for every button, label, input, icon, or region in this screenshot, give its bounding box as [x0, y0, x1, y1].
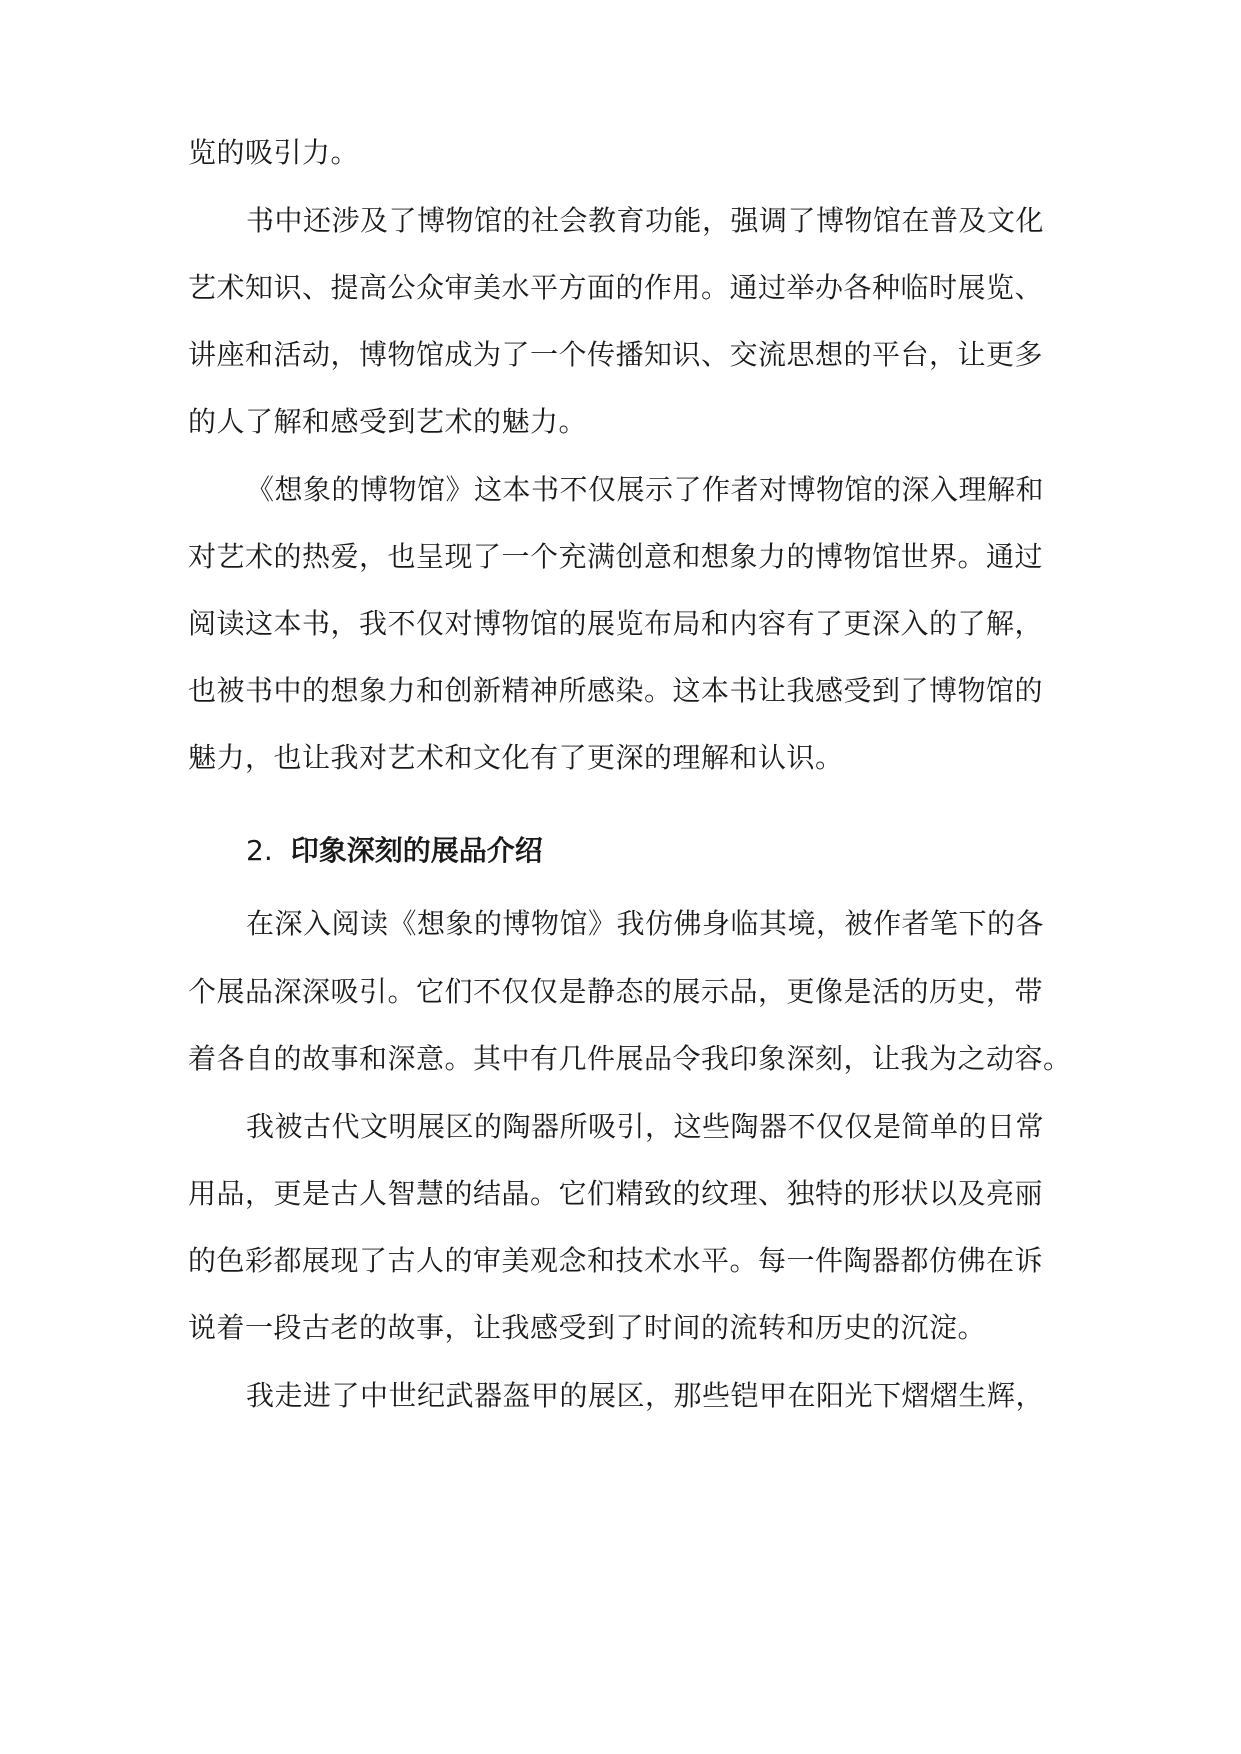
- section-title: 印象深刻的展品介绍: [290, 834, 543, 867]
- paragraph-line: 的色彩都展现了古人的审美观念和技术水平。每一件陶器都仿佛在诉: [188, 1244, 1044, 1277]
- paragraph-line: 在深入阅读《想象的博物馆》我仿佛身临其境，被作者笔下的各: [246, 907, 1045, 940]
- paragraph-line: 对艺术的热爱，也呈现了一个充满创意和想象力的博物馆世界。通过: [188, 540, 1044, 573]
- paragraph-line: 书中还涉及了博物馆的社会教育功能，强调了博物馆在普及文化: [246, 204, 1045, 237]
- paragraph-line: 我走进了中世纪武器盔甲的展区，那些铠甲在阳光下熠熠生辉，: [246, 1379, 1045, 1412]
- section-number: 2.: [246, 834, 273, 867]
- paragraph-line: 魅力，也让我对艺术和文化有了更深的理解和认识。: [188, 741, 844, 774]
- paragraph-line: 也被书中的想象力和创新精神所感染。这本书让我感受到了博物馆的: [188, 674, 1044, 707]
- paragraph-line: 着各自的故事和深意。其中有几件展品令我印象深刻，让我为之动容。: [188, 1042, 1072, 1075]
- paragraph-line: 览的吸引力。: [188, 136, 360, 169]
- paragraph-line: 《想象的博物馆》这本书不仅展示了作者对博物馆的深入理解和: [246, 473, 1045, 506]
- paragraph-line: 用品，更是古人智慧的结晶。它们精致的纹理、独特的形状以及亮丽: [188, 1177, 1044, 1210]
- section-heading: [246, 831, 543, 871]
- paragraph-line: 讲座和活动，博物馆成为了一个传播知识、交流思想的平台，让更多: [188, 338, 1044, 371]
- paragraph-line: 说着一段古老的故事，让我感受到了时间的流转和历史的沉淀。: [188, 1311, 987, 1344]
- paragraph-line: 我被古代文明展区的陶器所吸引，这些陶器不仅仅是简单的日常: [246, 1110, 1045, 1143]
- paragraph-line: 阅读这本书，我不仅对博物馆的展览布局和内容有了更深入的了解，: [188, 607, 1044, 640]
- paragraph-line: 艺术知识、提高公众审美水平方面的作用。通过举办各种临时展览、: [188, 271, 1044, 304]
- paragraph-line: 的人了解和感受到艺术的魅力。: [188, 405, 588, 438]
- paragraph-line: 个展品深深吸引。它们不仅仅是静态的展示品，更像是活的历史，带: [188, 975, 1044, 1008]
